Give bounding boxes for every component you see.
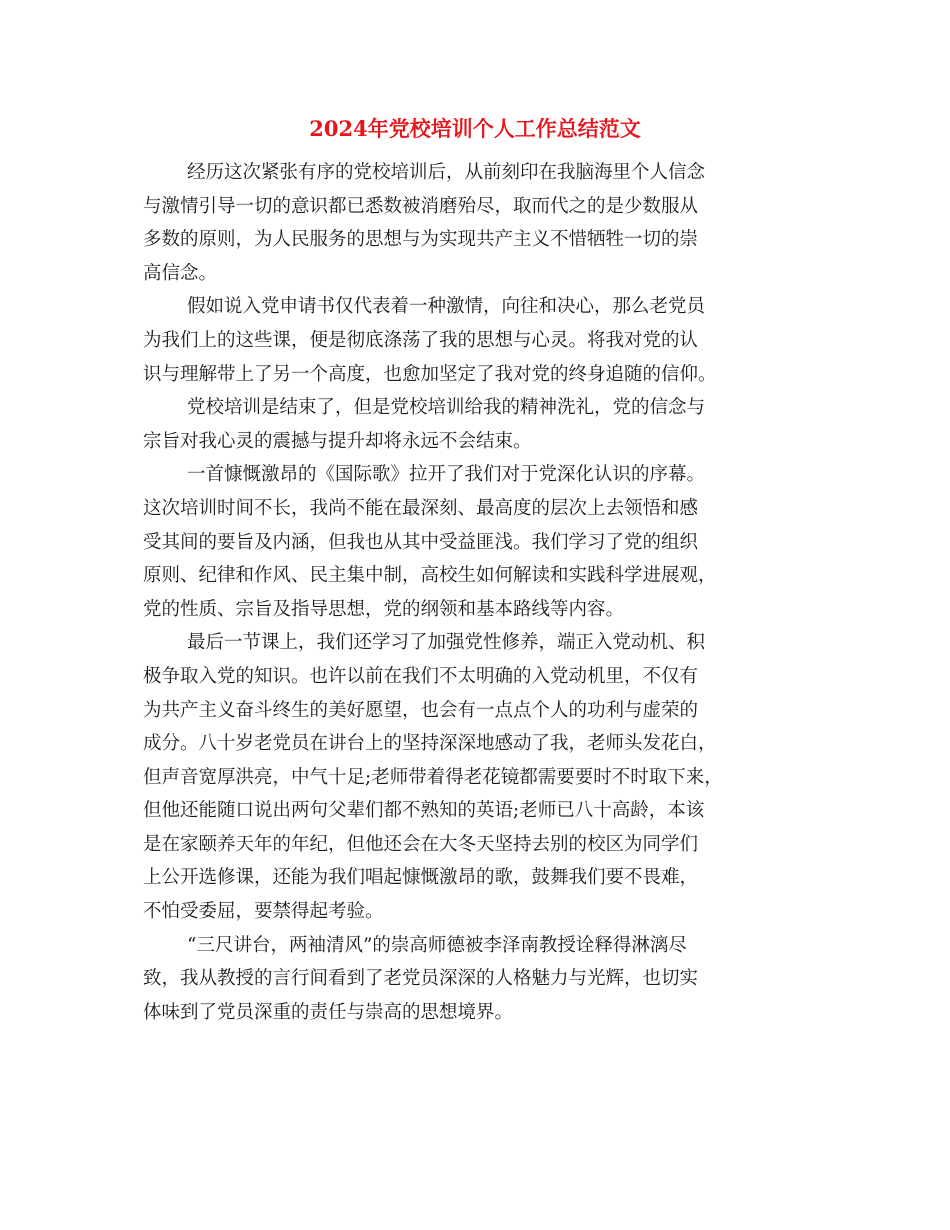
paragraph-line: 识与理解带上了另一个高度，也愈加坚定了我对党的终身追随的信仰。 (143, 363, 717, 385)
paragraph-line: 一首慷慨激昂的《国际歌》拉开了我们对于党深化认识的序幕。 (187, 464, 706, 486)
paragraph-line: 原则、纪律和作风、民主集中制，高校生如何解读和实践科学进展观， (143, 565, 717, 587)
paragraph-line: 党校培训是结束了，但是党校培训给我的精神洗礼，党的信念与 (187, 397, 706, 419)
paragraph-line: 但声音宽厚洪亮，中气十足;老师带着得老花镜都需要要时不时取下来， (143, 766, 723, 788)
paragraph-line: 与激情引导一切的意识都已悉数被消磨殆尽，取而代之的是少数服从 (143, 195, 699, 217)
paragraph-line: 最后一节课上，我们还学习了加强党性修养，端正入党动机、积 (187, 632, 706, 654)
paragraph-5 (143, 626, 813, 928)
paragraph-2 (143, 290, 813, 391)
paragraph-4 (143, 458, 813, 626)
paragraph-line: 高信念。 (143, 262, 218, 284)
paragraph-line: 但他还能随口说出两句父辈们都不熟知的英语;老师已八十高龄，本该 (143, 800, 705, 822)
paragraph-line: 为我们上的这些课，便是彻底涤荡了我的思想与心灵。将我对党的认 (143, 329, 699, 351)
paragraph-line: 受其间的要旨及内涵，但我也从其中受益匪浅。我们学习了党的组织 (143, 531, 699, 553)
paragraph-line: 党的性质、宗旨及指导思想，党的纲领和基本路线等内容。 (143, 598, 625, 620)
paragraph-line: 上公开选修课，还能为我们唱起慷慨激昂的歌，鼓舞我们要不畏难， (143, 867, 699, 889)
paragraph-line: 成分。八十岁老党员在讲台上的坚持深深地感动了我，老师头发花白， (143, 733, 717, 755)
paragraph-line: 致，我从教授的言行间看到了老党员深深的人格魅力与光辉，也切实 (143, 968, 699, 990)
paragraph-line: “三尺讲台，两袖清风”的崇高师德被李泽南教授诠释得淋漓尽 (187, 934, 687, 956)
paragraph-line: 不怕受委屈，要禁得起考验。 (143, 901, 384, 923)
paragraph-line: 经历这次紧张有序的党校培训后，从前刻印在我脑海里个人信念 (187, 162, 706, 183)
paragraph-line: 为共产主义奋斗终生的美好愿望，也会有一点点个人的功利与虚荣的 (143, 699, 699, 721)
paragraph-6 (143, 929, 813, 1030)
paragraph-1 (143, 156, 813, 290)
document-body (143, 156, 813, 1029)
paragraph-3 (143, 391, 813, 458)
paragraph-line: 这次培训时间不长，我尚不能在最深刻、最高度的层次上去领悟和感 (143, 497, 699, 519)
paragraph-line: 体味到了党员深重的责任与崇高的思想境界。 (143, 1001, 514, 1023)
paragraph-line: 是在家颐养天年的年纪，但他还会在大冬天坚持去别的校区为同学们 (143, 833, 699, 855)
document-title: 2024年党校培训个人工作总结范文 (309, 116, 641, 141)
paragraph-line: 宗旨对我心灵的震撼与提升却将永远不会结束。 (143, 430, 532, 452)
paragraph-line: 假如说入党申请书仅代表着一种激情，向往和决心，那么老党员 (187, 296, 706, 318)
paragraph-line: 多数的原则，为人民服务的思想与为实现共产主义不惜牺牲一切的崇 (143, 229, 699, 251)
paragraph-line: 极争取入党的知识。也许以前在我们不太明确的入党动机里，不仅有 (143, 665, 699, 687)
